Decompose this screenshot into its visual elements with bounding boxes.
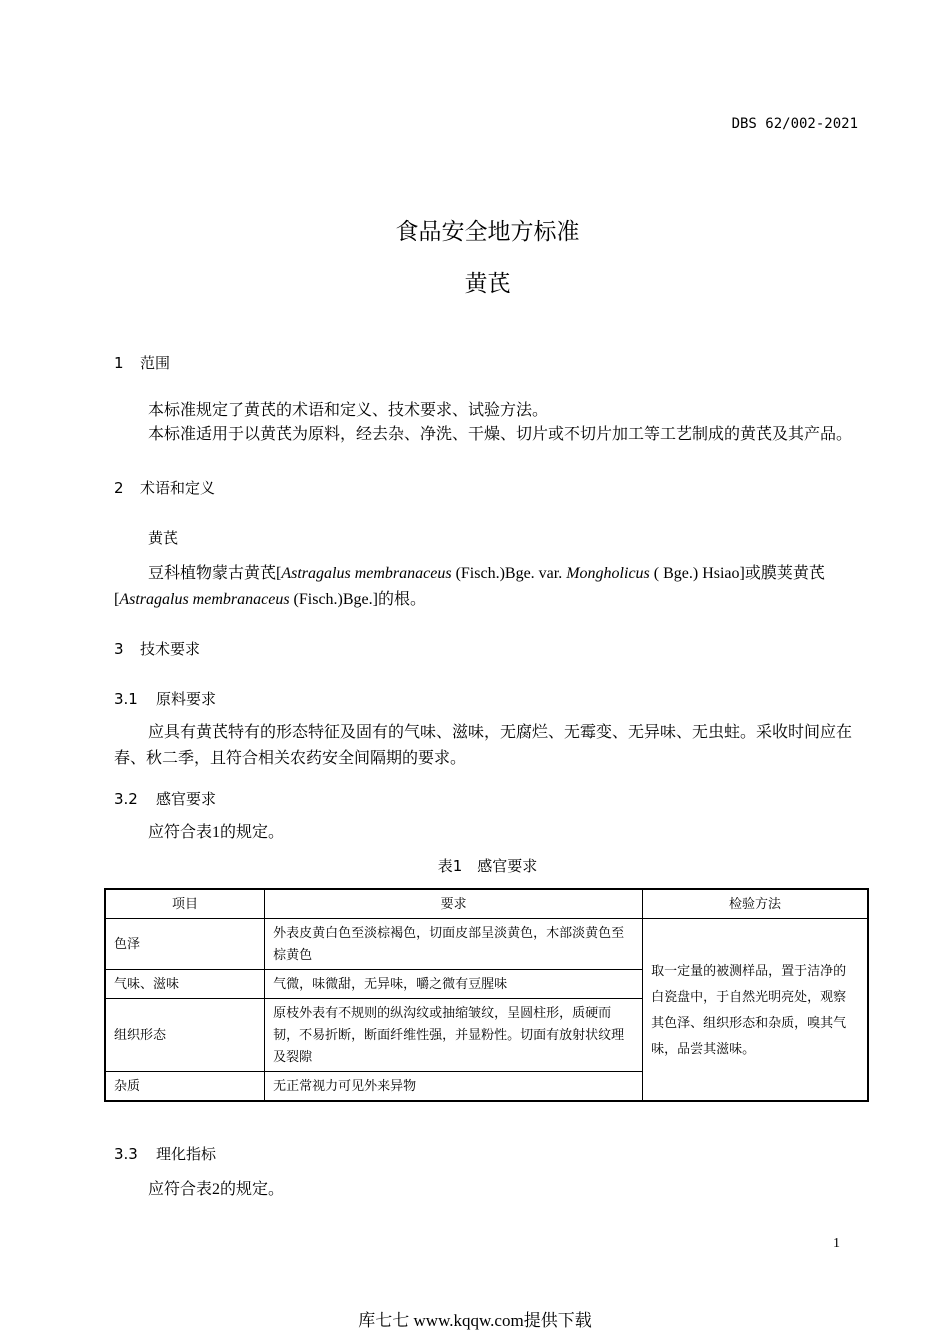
section-number: 3.1	[114, 690, 138, 708]
row-item: 杂质	[105, 1072, 265, 1102]
row-requirement: 外表皮黄白色至淡棕褐色，切面皮部呈淡黄色，木部淡黄色至棕黄色	[265, 919, 643, 970]
standard-number: DBS 62/002-2021	[731, 116, 858, 132]
definition-text: (Fisch.)Bge.]的根。	[289, 591, 426, 608]
section-3-heading	[114, 638, 200, 659]
section-2-heading	[114, 477, 215, 498]
section-1-paragraph-2: 本标准适用于以黄芪为原料，经去杂、净洗、干燥、切片或不切片加工等工艺制成的黄芪及其产品。	[148, 426, 853, 443]
column-header-requirement: 要求	[265, 889, 643, 919]
definition-text: 豆科植物蒙古黄芪[	[148, 565, 282, 582]
latin-name: Astragalus membranaceus	[119, 591, 290, 608]
section-title: 范围	[140, 354, 171, 372]
definition-text: ( Bge.) Hsiao]或膜荚黄芪	[649, 565, 825, 582]
latin-name: Mongholicus	[566, 565, 650, 582]
section-title: 理化指标	[156, 1145, 217, 1163]
document-subtitle: 黄芪	[464, 271, 511, 297]
section-number: 3	[114, 640, 124, 658]
table-row	[105, 919, 868, 970]
section-title: 技术要求	[140, 640, 201, 658]
section-1-paragraph-1: 本标准规定了黄芪的术语和定义、技术要求、试验方法。	[148, 402, 549, 419]
section-3-3-heading	[114, 1143, 216, 1164]
section-1-heading	[114, 352, 170, 373]
definition-text: (Fisch.)Bge. var.	[451, 565, 567, 582]
row-item: 气味、滋味	[105, 970, 265, 999]
column-header-method: 检验方法	[643, 889, 868, 919]
section-title: 原料要求	[156, 690, 217, 708]
section-3-3-paragraph: 应符合表2的规定。	[148, 1181, 285, 1198]
latin-name: Astragalus membranaceus	[281, 565, 452, 582]
section-number: 3.3	[114, 1145, 138, 1163]
row-requirement: 无正常视力可见外来异物	[265, 1072, 643, 1102]
term-heading: 黄芪	[148, 529, 179, 547]
section-title: 术语和定义	[140, 479, 216, 497]
section-3-2-paragraph: 应符合表1的规定。	[148, 824, 285, 841]
row-requirement: 气微，味微甜，无异味，嚼之微有豆腥味	[265, 970, 643, 999]
table-1-caption: 表1 感官要求	[437, 857, 538, 875]
term-definition	[114, 561, 860, 613]
definition-text: [	[114, 591, 120, 608]
column-header-item: 项目	[105, 889, 265, 919]
section-number: 3.2	[114, 790, 138, 808]
document-title: 食品安全地方标准	[395, 219, 580, 245]
section-number: 2	[114, 479, 124, 497]
test-method-cell: 取一定量的被测样品，置于洁净的白瓷盘中，于自然光明亮处，观察其色泽、组织形态和杂质，嗅其气味，品尝其滋味。	[643, 919, 868, 1102]
row-requirement: 原枝外表有不规则的纵沟纹或抽缩皱纹，呈圆柱形，质硬而韧，不易折断，断面纤维性强，并显粉性。切面有放射状纹理及裂隙	[265, 999, 643, 1072]
row-item: 组织形态	[105, 999, 265, 1072]
section-number: 1	[114, 354, 124, 372]
section-title: 感官要求	[156, 790, 217, 808]
section-3-1-heading	[114, 688, 216, 709]
download-footer: 库七七 www.kqqw.com提供下载	[358, 1311, 592, 1330]
table-header-row	[105, 889, 868, 919]
page-number: 1	[833, 1236, 840, 1251]
row-item: 色泽	[105, 919, 265, 970]
section-3-1-paragraph: 应具有黄芪特有的形态特征及固有的气味、滋味，无腐烂、无霉变、无异味、无虫蛀。采收时间应在春、秋二季，且符合相关农药安全间隔期的要求。	[114, 724, 853, 767]
sensory-requirements-table	[104, 888, 869, 1102]
section-3-2-heading	[114, 788, 216, 809]
